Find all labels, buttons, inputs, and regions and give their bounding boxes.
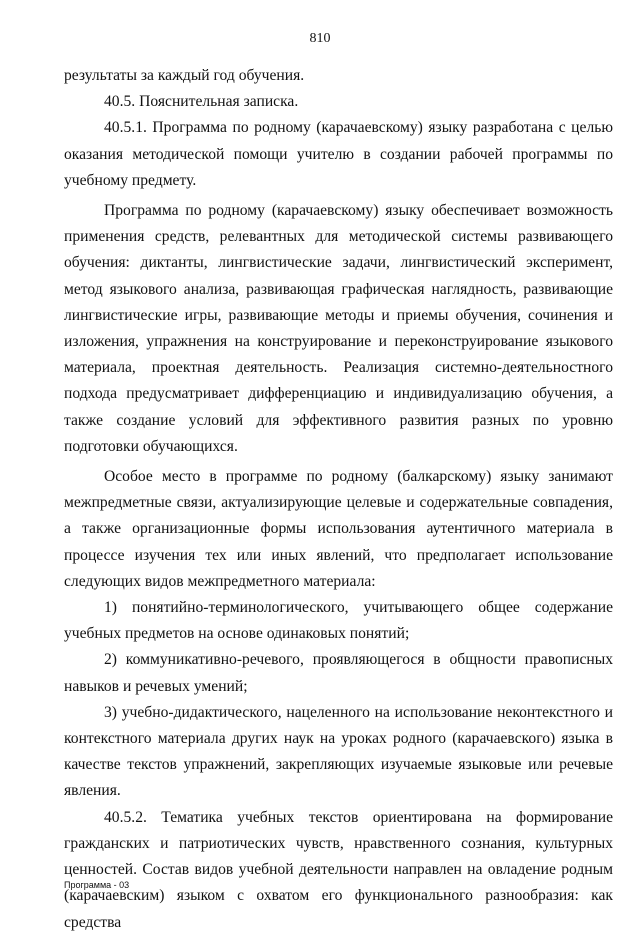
page-number: 810 (309, 31, 331, 46)
paragraph-40-5-1: 40.5.1. Программа по родному (карачаевскому) языку разработана с целью оказания методической помощи учителю в создании рабочей программы по учебному предмету. (64, 119, 613, 189)
heading-explanatory-note: 40.5. Пояснительная записка. (104, 93, 299, 111)
paragraph-results-continuation: результаты за каждый год обучения. (64, 67, 305, 84)
list-item-3: 3) учебно-дидактического, нацеленного на использование неконтекстного и контекстного материала других наук на уроках родного (карачаевского) языка в качестве текстов упражнений, закрепляющих изучаемые языковые или речевые явления. (64, 703, 613, 800)
paragraph-interdisciplinary-links: Особое место в программе по родному (балкарскому) языку занимают межпредметные связи, актуализирующие целевые и содержательные совпадения, а также организационные формы использования аутентичного материала в процессе изучения тех или иных явлений, что предполагает использование следующих видов межпредметного материала: (64, 468, 613, 590)
paragraph-40-5-2: 40.5.2. Тематика учебных текстов ориентирована на формирование гражданских и патриотических чувств, нравственного сознания, культурных ценностей. Состав видов учебной деятельности направлен на овладение родным (карачаевским) языком с охватом его функционального разнообразия: как средства (64, 808, 613, 931)
list-item-2: 2) коммуникативно-речевого, проявляющегося в общности правописных навыков и речевых умений; (64, 651, 613, 695)
footer-label: Программа - 03 (64, 880, 130, 890)
list-item-1: 1) понятийно-терминологического, учитывающего общее содержание учебных предметов на основе одинаковых понятий; (64, 599, 613, 643)
document-body (64, 63, 613, 936)
paragraph-program-capabilities: Программа по родному (карачаевскому) языку обеспечивает возможность применения средств, релевантных для методической системы развивающего обучения: диктанты, лингвистические задачи, лингвистический эксперимент, метод языкового анализа, развивающая графическая наглядность, развивающие лингвистические игры, развивающие методы и приемы обучения, сочинения и изложения, упражнения на конструирование и переконструирование языкового материала, проектная деятельность. Реализация системно-деятельностного подхода предусматривает дифференциацию и индивидуализацию обучения, а также создание условий для эффективного развития разных по уровню подготовки обучающихся. (64, 202, 613, 455)
